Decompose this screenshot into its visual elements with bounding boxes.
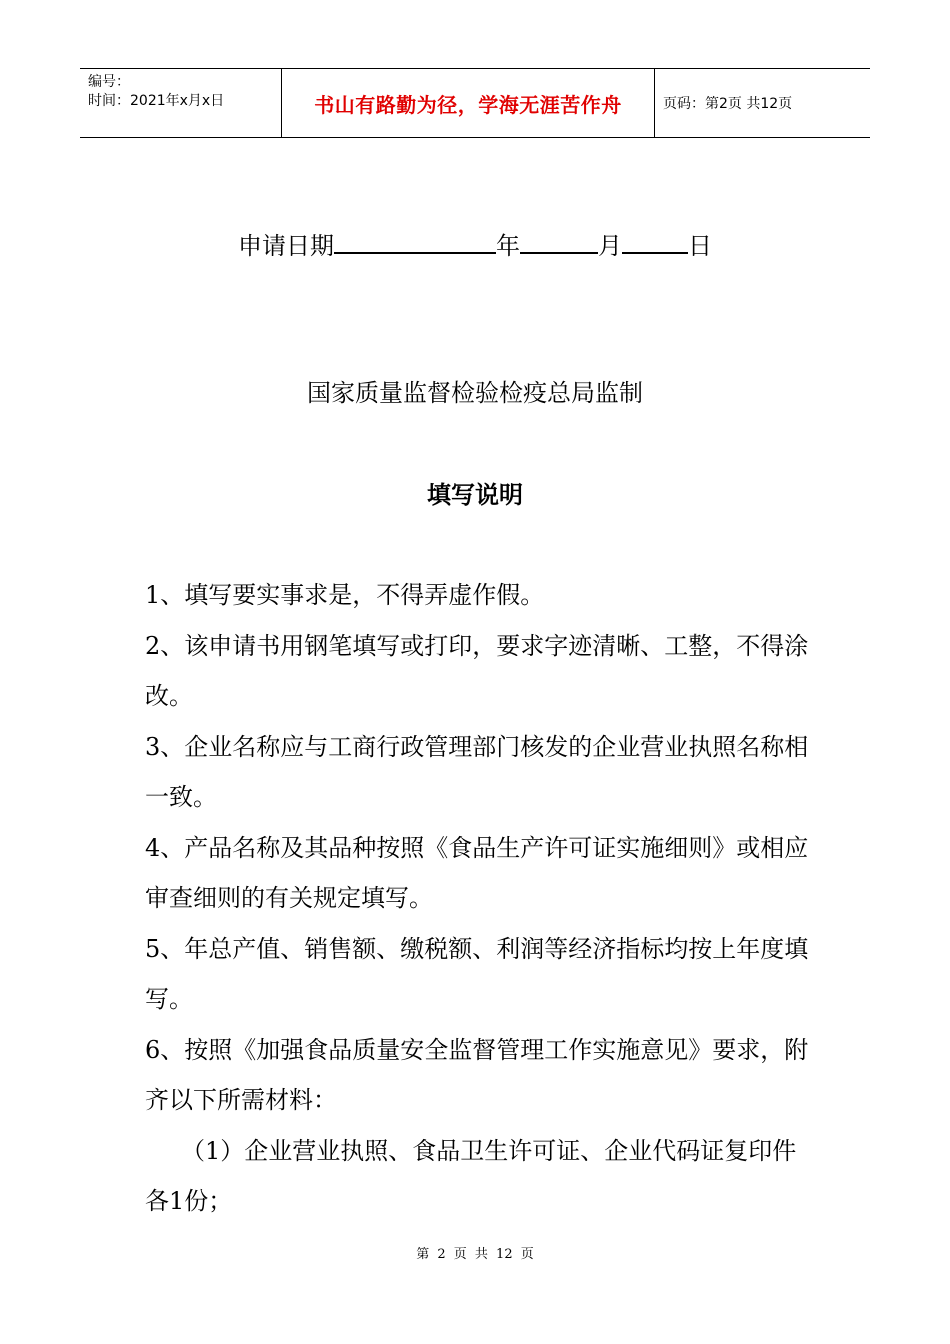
instruction-item: 2、该申请书用钢笔填写或打印，要求字迹清晰、工整，不得涂改。 [145, 631, 809, 710]
section-title: 填写说明 [427, 480, 523, 509]
instruction-item: 6、按照《加强食品质量安全监督管理工作实施意见》要求，附齐以下所需材料： [145, 1035, 809, 1114]
month-label: 月 [598, 232, 622, 260]
instruction-item: 3、企业名称应与工商行政管理部门核发的企业营业执照名称相一致。 [145, 732, 809, 811]
instruction-item: 4、产品名称及其品种按照《食品生产许可证实施细则》或相应审查细则的有关规定填写。 [145, 833, 809, 912]
day-label: 日 [688, 232, 712, 260]
application-date-label: 申请日期 [238, 232, 334, 260]
number-label: 编号： [88, 74, 130, 90]
day-blank [622, 226, 688, 254]
header-meta [80, 69, 282, 137]
month-blank [520, 226, 598, 254]
year-blank [334, 226, 496, 254]
time-label: 时间：2021年x月x日 [88, 93, 225, 109]
instruction-sub-item: （1）企业营业执照、食品卫生许可证、企业代码证复印件各1份； [145, 1136, 797, 1215]
page-footer: 第 2 页 共 12 页 [416, 1247, 534, 1262]
motto: 书山有路勤为径，学海无涯苦作舟 [282, 69, 655, 137]
application-date-line [0, 226, 950, 264]
page-info: 页码：第2页 共12页 [663, 96, 793, 112]
instruction-item: 1、填写要实事求是，不得弄虚作假。 [145, 581, 545, 609]
header-table [80, 68, 870, 138]
agency-line: 国家质量监督检验检疫总局监制 [307, 379, 643, 407]
year-label: 年 [496, 232, 520, 260]
instruction-item: 5、年总产值、销售额、缴税额、利润等经济指标均按上年度填写。 [145, 934, 809, 1013]
instructions [145, 570, 817, 1227]
